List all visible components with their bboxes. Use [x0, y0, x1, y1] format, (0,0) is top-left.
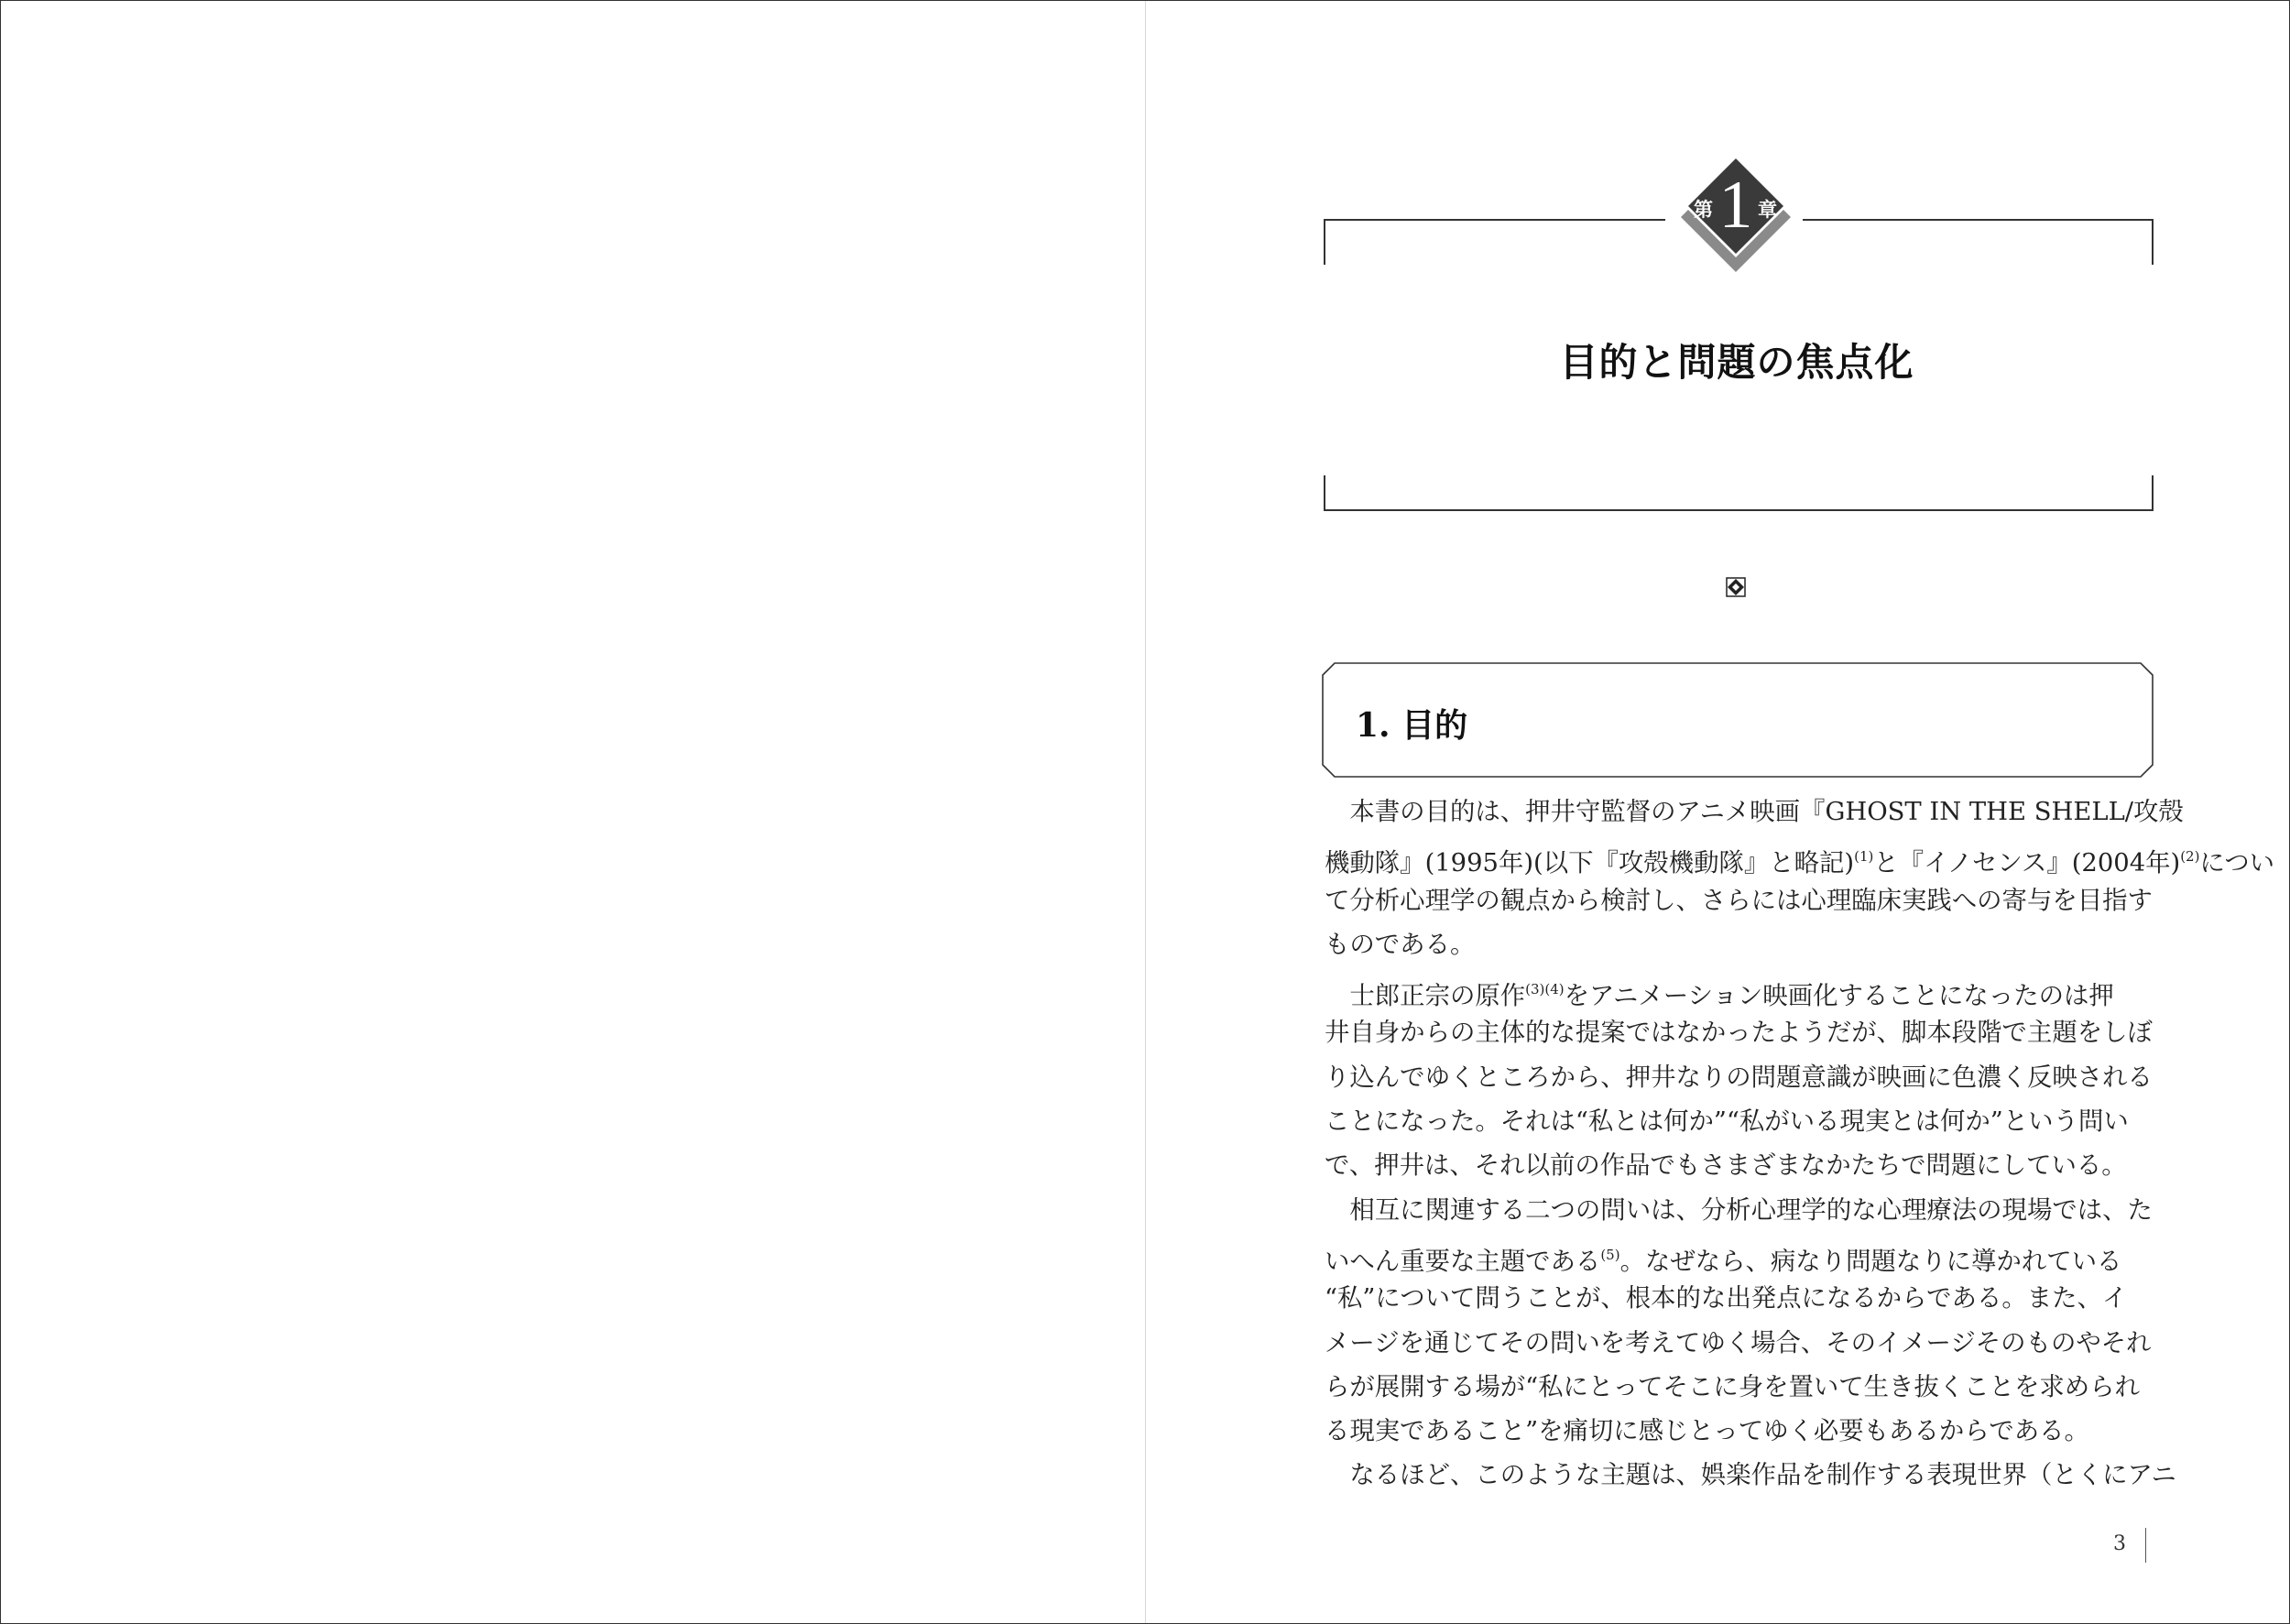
body-text [1325, 790, 2275, 1499]
text-line-5: 士郎正宗の原作$^{(3)(4)}$をアニメーション映画化することになったのは押 [1325, 981, 2114, 1011]
text-line-6: 井自身からの主体的な提案ではなかったようだが、脚本段階で主題をしぼ [1325, 1019, 2153, 1048]
footnote-ref: (1) [1854, 848, 1874, 866]
text-line-2: 機動隊』(1995年)(以下『攻殻機動隊』と略記)$^{(1)}$と『イノセンス』(2004年)$^{(2)}$につい [1325, 848, 2275, 878]
chapter-badge [1674, 155, 1798, 279]
text-line-15: る現実であること”を痛切に感じとってゆく必要もあるからである。 [1325, 1417, 2089, 1446]
text-line-16: なるほど、このような主題は、娯楽作品を制作する表現世界（とくにアニ [1325, 1461, 2176, 1490]
footnote-ref: (5) [1600, 1246, 1620, 1263]
text-line-4: ものである。 [1325, 930, 1476, 959]
text-line-10: 相互に関連する二つの問いは、分析心理学的な心理療法の現場では、た [1325, 1195, 2153, 1225]
text-line-9: で、押井は、それ以前の作品でもさまざまなかたちで問題にしている。 [1325, 1151, 2127, 1181]
section-heading: 1. 目的 [1356, 706, 1468, 745]
text-line-14: らが展開する場が“私にとってそこに身を置いて生き抜くことを求められ [1325, 1372, 2140, 1401]
text-line-13: メージを通じてその問いを考えてゆく場合、そのイメージそのものやそれ [1325, 1328, 2152, 1357]
right-page [1146, 1, 2289, 1623]
text-line-8: ことになった。それは“私とは何か”“私がいる現実とは何か”という問い [1325, 1107, 2129, 1137]
ornament-diamond-icon [1726, 577, 1746, 597]
text-line-11: いへん重要な主題である$^{(5)}$。なぜなら、病なり問題なりに導かれている [1325, 1246, 2122, 1276]
footnote-ref: (3)(4) [1525, 981, 1565, 998]
page-number-rule [2145, 1528, 2146, 1563]
chapter-label-suffix: 章 [1758, 198, 1777, 221]
page-number: 3 [2113, 1532, 2126, 1555]
footnote-ref: (2) [2180, 848, 2200, 866]
chapter-label-prefix: 第 [1694, 198, 1713, 221]
chapter-number: 1 [1718, 168, 1753, 243]
text-line-7: り込んでゆくところから、押井なりの問題意識が映画に色濃く反映される [1325, 1063, 2153, 1092]
text-line-3: て分析心理学の観点から検討し、さらには心理臨床実践への寄与を目指す [1325, 886, 2153, 915]
chapter-title: 目的と問題の焦点化 [1559, 340, 1914, 385]
chapter-frame-bottom [1324, 475, 2154, 511]
left-page-blank [1, 1, 1145, 1623]
text-line-12: “私”について問うことが、根本的な出発点になるからである。また、イ [1325, 1284, 2128, 1313]
text-line-1: 本書の目的は、押井守監督のアニメ映画『GHOST IN THE SHELL/攻殻 [1325, 798, 2184, 826]
